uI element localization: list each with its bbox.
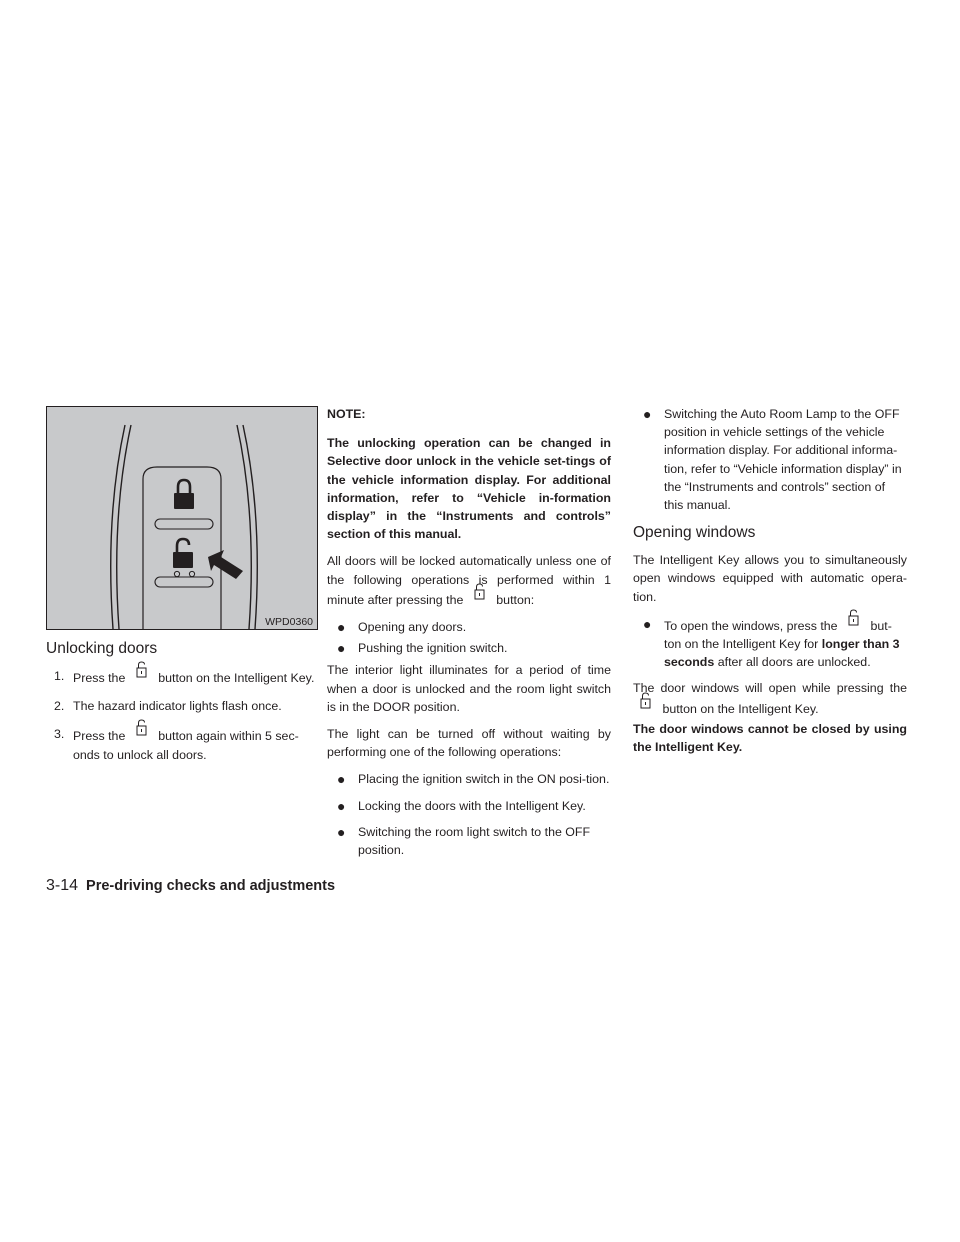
column-3 xyxy=(633,405,907,765)
list-item: ● Opening any doors. xyxy=(337,619,467,636)
unlock-button-icon xyxy=(633,698,659,716)
unlock-button-icon xyxy=(129,725,155,743)
note-label: NOTE: xyxy=(327,407,366,421)
continued-list xyxy=(633,405,907,514)
list-item: ● Placing the ignition switch in the ON posi-tion. xyxy=(337,771,610,788)
note-text: The unlocking operation can be changed in Selective door unlock in the vehicle set-tings of the vehicle information display. For additional information, refer to “Vehicle in-formation display” in the “Instruments and controls” section of this manual. xyxy=(327,436,611,542)
turn-off-list xyxy=(327,770,611,859)
page-footer xyxy=(46,876,335,896)
list-item: ● Pushing the ignition switch. xyxy=(337,640,508,657)
step-3: 3. Press the button again within 5 sec-onds to unlock all doors. xyxy=(46,725,320,763)
unlock-button-icon xyxy=(129,667,155,685)
intelligent-key-illustration xyxy=(46,406,318,630)
pressing-paragraph: The door windows will open while pressing the button on the Intelligent Key. xyxy=(633,681,907,716)
interior-light-paragraph: The interior light illuminates for a period of time when a door is unlocked and the room light switch is in the DOOR position. xyxy=(327,663,611,714)
figure-code: WPD0360 xyxy=(265,616,313,628)
key-fob-drawing xyxy=(47,407,317,629)
step-1: 1. Press the button on the Intelligent Key. xyxy=(46,667,320,687)
page-number: 3-14 xyxy=(46,877,79,894)
opening-windows-intro: The Intelligent Key allows you to simultaneously open windows equipped with automatic opera-tion. xyxy=(633,553,907,604)
list-item: ● Locking the doors with the Intelligent Key. xyxy=(337,797,586,814)
list-item: ● To open the windows, press the but-ton on the Intelligent Key for longer than 3 seconds after all doors are unlocked. xyxy=(633,615,907,672)
unlock-button-icon xyxy=(841,615,867,633)
column-2 xyxy=(327,405,611,867)
list-item: ● Switching the room light switch to the OFF position. xyxy=(337,823,591,858)
chapter-title: Pre-driving checks and adjustments xyxy=(86,878,336,894)
list-item: ● Switching the Auto Room Lamp to the OFF position in vehicle settings of the vehicle information display. For additional informa-tion, refer to “Vehicle information display” in the “Instruments and controls” section of this manual. xyxy=(643,406,902,513)
section-heading-unlocking-doors: Unlocking doors xyxy=(46,640,158,657)
opening-windows-list xyxy=(633,615,907,672)
auto-lock-paragraph: All doors will be locked automatically unless one of the following operations is performed within 1 minute after pressing the button: xyxy=(327,554,611,607)
section-heading-opening-windows: Opening windows xyxy=(633,524,756,542)
column-1 xyxy=(46,406,320,774)
warning-text: The door windows cannot be closed by using the Intelligent Key. xyxy=(633,721,907,755)
unlocking-steps xyxy=(46,667,320,764)
turn-off-paragraph: The light can be turned off without waiting by performing one of the following operations: xyxy=(327,727,611,760)
step-2: 2. The hazard indicator lights flash once. xyxy=(54,699,282,714)
auto-lock-list xyxy=(327,618,611,657)
unlock-button-icon xyxy=(467,589,493,607)
